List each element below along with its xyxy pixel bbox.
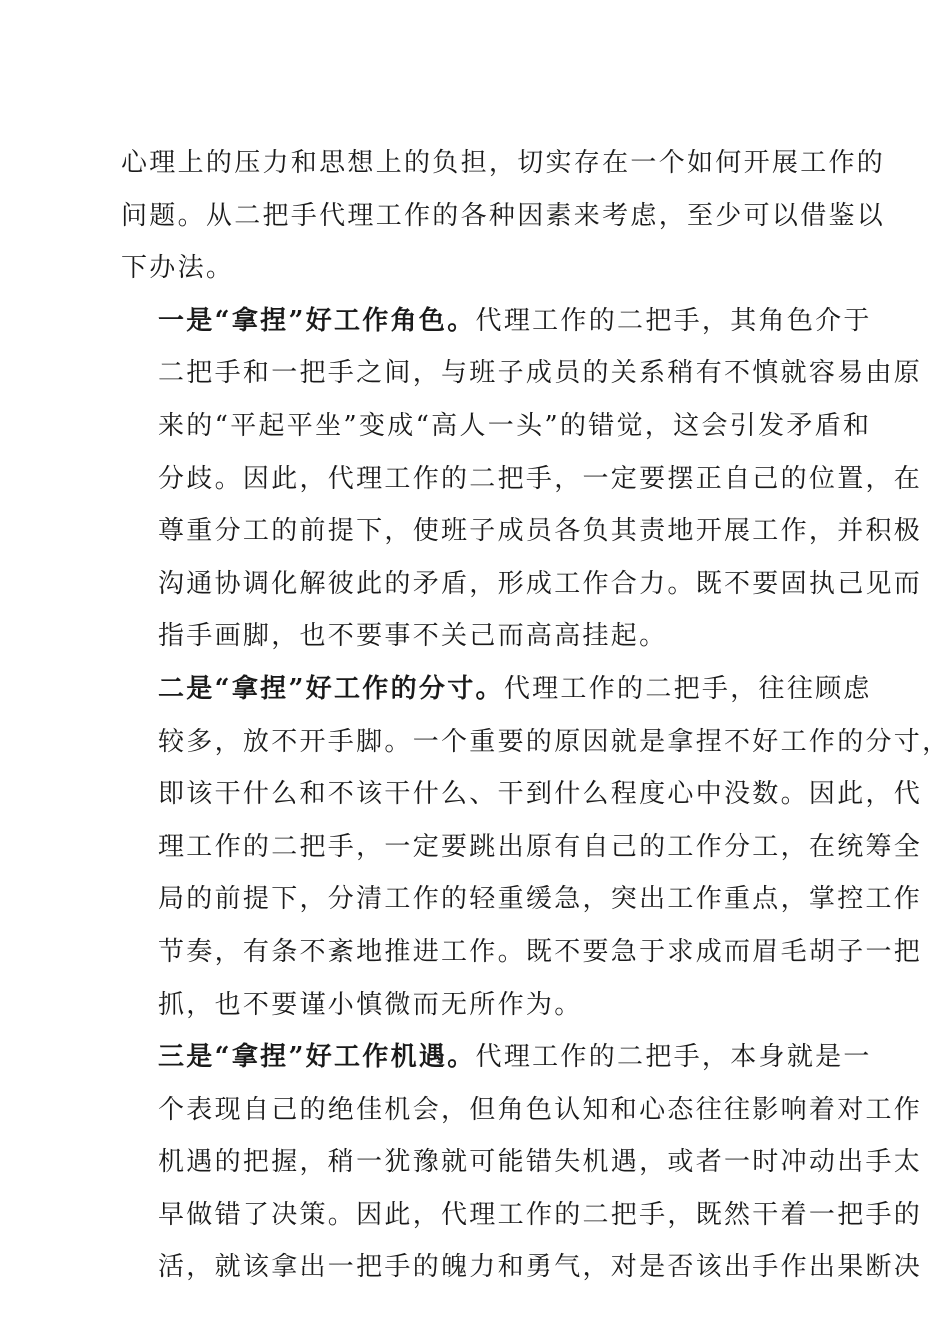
text-run: 代理工作的二把手，本身就是一: [475, 1042, 872, 1073]
section-paragraph-1: [121, 295, 923, 663]
document-body: [121, 137, 950, 1294]
text-line: 指手画脚，也不要事不关己而高高挂起。: [158, 621, 668, 652]
text-line: 局的前提下，分清工作的轻重缓急，突出工作重点，掌控工作: [158, 884, 923, 915]
text-line: [121, 295, 872, 348]
text-line: 即该干什么和不该干什么、干到什么程度心中没数。因此，代: [158, 779, 923, 810]
section-paragraph-2: [121, 663, 950, 1031]
text-line: 个表现自己的绝佳机会，但角色认知和心态往往影响着对工作: [158, 1094, 923, 1125]
text-line: 尊重分工的前提下，使班子成员各负其责地开展工作，并积极: [158, 516, 923, 547]
text-run: 代理工作的二把手，其角色介于: [475, 305, 872, 336]
section-paragraph-3: [121, 1031, 923, 1294]
section-heading-3: 三是“拿捏”好工作机遇。: [158, 1042, 476, 1073]
text-line: 二把手和一把手之间，与班子成员的关系稍有不慎就容易由原: [158, 358, 923, 389]
text-line: 节奏，有条不紊地推进工作。既不要急于求成而眉毛胡子一把: [158, 936, 923, 967]
text-line: 较多，放不开手脚。一个重要的原因就是拿捏不好工作的分寸，: [158, 726, 950, 757]
text-line: 早做错了决策。因此，代理工作的二把手，既然干着一把手的: [158, 1199, 923, 1230]
text-line: 来的“平起平坐”变成“高人一头”的错觉，这会引发矛盾和: [158, 410, 872, 441]
text-line: 下办法。: [121, 253, 235, 284]
text-line: 沟通协调化解彼此的矛盾，形成工作合力。既不要固执己见而: [158, 568, 923, 599]
text-run: 代理工作的二把手，往往顾虑: [503, 673, 872, 704]
section-heading-2: 二是“拿捏”好工作的分寸。: [158, 673, 504, 704]
text-line: 分歧。因此，代理工作的二把手，一定要摆正自己的位置，在: [158, 463, 923, 494]
text-line: 抓，也不要谨小慎微而无所作为。: [158, 989, 583, 1020]
text-line: 活，就该拿出一把手的魄力和勇气，对是否该出手作出果断决: [158, 1252, 923, 1283]
text-line: 理工作的二把手，一定要跳出原有自己的工作分工，在统筹全: [158, 831, 923, 862]
intro-paragraph: [121, 137, 886, 295]
text-line: 机遇的把握，稍一犹豫就可能错失机遇，或者一时冲动出手太: [158, 1147, 923, 1178]
text-line: 问题。从二把手代理工作的各种因素来考虑，至少可以借鉴以: [121, 200, 886, 231]
text-line: [121, 663, 872, 716]
text-line: 心理上的压力和思想上的负担，切实存在一个如何开展工作的: [121, 148, 886, 178]
section-heading-1: 一是“拿捏”好工作角色。: [158, 305, 476, 336]
text-line: [121, 1031, 872, 1084]
